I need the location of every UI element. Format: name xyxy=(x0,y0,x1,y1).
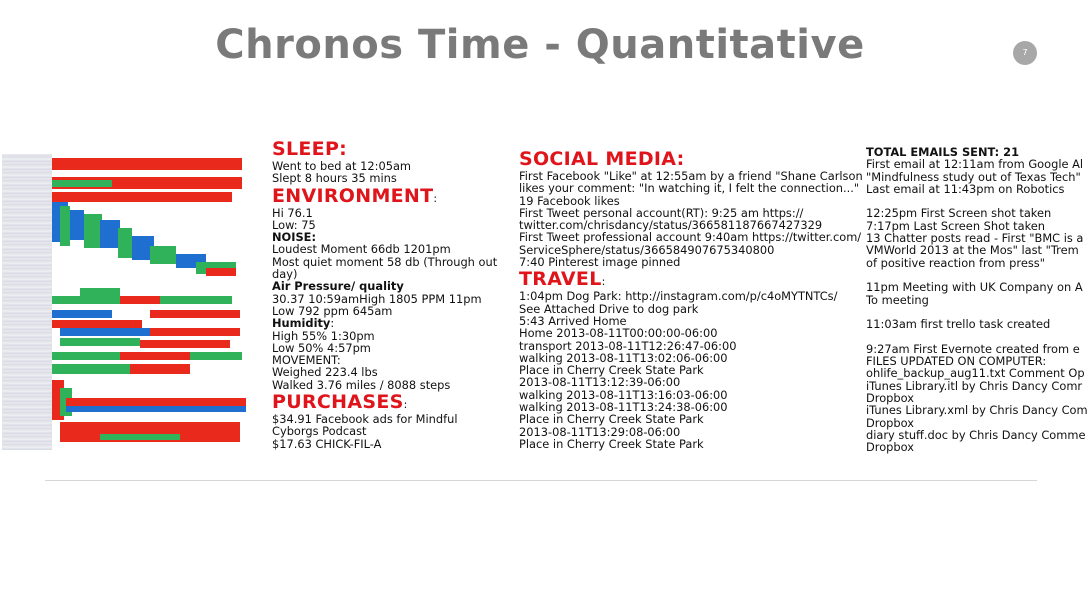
noise-line: Most quiet moment 58 db (Through out xyxy=(272,254,498,269)
humidity-line: High 55% 1:30pm xyxy=(272,328,375,343)
col3-line: iTunes Library.xml by Chris Dancy Com xyxy=(866,403,1088,418)
travel-line: transport 2013-08-11T12:26:47-06:00 xyxy=(519,338,737,353)
social-line: 7:40 Pinterest image pinned xyxy=(519,255,681,270)
environment-line: Hi 76.1 xyxy=(272,205,313,220)
environment-heading: ENVIRONMENT: xyxy=(272,184,438,207)
col3-line: Dropbox xyxy=(866,390,914,405)
col3-line: Last email at 11:43pm on Robotics xyxy=(866,181,1065,196)
purchase-line: $17.63 CHICK-FIL-A xyxy=(272,436,382,451)
social-line: First Tweet professional account 9:40am https://twitter.com/ xyxy=(519,230,862,245)
col3-line: First email at 12:11am from Google Al xyxy=(866,157,1084,172)
social-line: 19 Facebook likes xyxy=(519,193,620,208)
sleep-line: Slept 8 hours 35 mins xyxy=(272,171,397,186)
movement-label: MOVEMENT: xyxy=(272,353,341,368)
travel-line: walking 2013-08-11T13:16:03-06:00 xyxy=(519,387,728,402)
movement-line: Weighed 223.4 lbs xyxy=(272,365,378,380)
air-line: Low 792 ppm 645am xyxy=(272,303,393,318)
col3-line: 7:17pm Last Screen Shot taken xyxy=(866,218,1046,233)
humidity-line: Low 50% 4:57pm xyxy=(272,340,371,355)
email-heading: TOTAL EMAILS SENT: 21 xyxy=(866,145,1020,159)
purchases-heading: PURCHASES: xyxy=(272,391,408,414)
noise-label: NOISE: xyxy=(272,230,316,245)
col3-line: iTunes Library.itl by Chris Dancy Comr xyxy=(866,378,1083,393)
travel-line: Place in Cherry Creek State Park xyxy=(519,412,704,427)
noise-line: day) xyxy=(272,267,298,282)
travel-line: 2013-08-11T13:29:08-06:00 xyxy=(519,424,681,439)
timeline-bars xyxy=(0,150,248,453)
col3-line: 9:27am First Evernote created from e xyxy=(866,341,1080,356)
col3-line: 11:03am first trello task created xyxy=(866,317,1051,332)
col3-line: FILES UPDATED ON COMPUTER: xyxy=(866,354,1047,369)
social-line: First Facebook "Like" at 12:55am by a friend "Shane Carlson xyxy=(519,169,863,183)
quantified-self-screenshot xyxy=(0,138,1088,455)
social-line: likes your comment: "In watching it, I felt the connection..." xyxy=(519,181,860,196)
travel-line: See Attached Drive to dog park xyxy=(519,301,699,316)
environment-line: Low: 75 xyxy=(272,217,316,232)
sleep-heading: SLEEP: xyxy=(272,138,348,160)
social-line: First Tweet personal account(RT): 9:25 am https:// xyxy=(519,205,804,220)
slide-title: Chronos Time - Quantitative xyxy=(215,22,865,68)
social-line: twitter.com/chrisdancy/status/366581187667427329 xyxy=(519,218,823,233)
col3-line: "Mindfulness study out of Texas Tech" xyxy=(866,169,1081,184)
col3-line: Dropbox xyxy=(866,415,914,430)
travel-line: Home 2013-08-11T00:00:00-06:00 xyxy=(519,326,718,341)
footer-divider xyxy=(45,480,1037,481)
travel-line: Place in Cherry Creek State Park xyxy=(519,436,704,451)
page-number-badge: 7 xyxy=(1013,41,1037,65)
travel-line: Place in Cherry Creek State Park xyxy=(519,363,704,378)
column-social-travel xyxy=(519,148,863,450)
col3-line: VMWorld 2013 at the Mos" last "Trem xyxy=(866,243,1079,258)
travel-line: walking 2013-08-11T13:24:38-06:00 xyxy=(519,400,728,415)
purchase-line: $34.91 Facebook ads for Mindful xyxy=(272,412,458,427)
col3-line: To meeting xyxy=(866,292,929,307)
col3-line: of positive reaction from press" xyxy=(866,255,1045,270)
travel-line: 2013-08-11T13:12:39-06:00 xyxy=(519,375,681,390)
col3-line xyxy=(866,330,1088,342)
timeline-thumbnail xyxy=(0,150,248,453)
col3-line: diary stuff.doc by Chris Dancy Comme xyxy=(866,427,1086,442)
travel-line: 1:04pm Dog Park: http://instagram.com/p/c4oMYTNTCs/ xyxy=(519,289,838,304)
col3-line: Dropbox xyxy=(866,440,914,455)
col3-line: 11pm Meeting with UK Company on A xyxy=(866,280,1083,295)
noise-line: Loudest Moment 66db 1201pm xyxy=(272,242,451,257)
column-email-files xyxy=(866,146,1088,453)
travel-line: 5:43 Arrived Home xyxy=(519,313,627,328)
column-sleep-environment xyxy=(272,138,497,450)
col3-line: 12:25pm First Screen shot taken xyxy=(866,206,1052,221)
col3-line: ohlife_backup_aug11.txt Comment Op xyxy=(866,366,1085,381)
movement-line: Walked 3.76 miles / 8088 steps xyxy=(272,377,451,392)
col3-line: 13 Chatter posts read - First "BMC is a xyxy=(866,231,1084,246)
travel-line: walking 2013-08-11T13:02:06-06:00 xyxy=(519,350,728,365)
humidity-label: Humidity: xyxy=(272,316,335,331)
social-line: ServiceSphere/status/366584907675340800 xyxy=(519,242,775,257)
travel-heading: TRAVEL: xyxy=(519,268,606,291)
social-media-heading: SOCIAL MEDIA: xyxy=(519,148,685,170)
purchase-line: Cyborgs Podcast xyxy=(272,424,367,439)
air-line: 30.37 10:59amHigh 1805 PPM 11pm xyxy=(272,291,482,306)
sleep-line: Went to bed at 12:05am xyxy=(272,159,412,173)
air-label: Air Pressure/ quality xyxy=(272,279,404,294)
